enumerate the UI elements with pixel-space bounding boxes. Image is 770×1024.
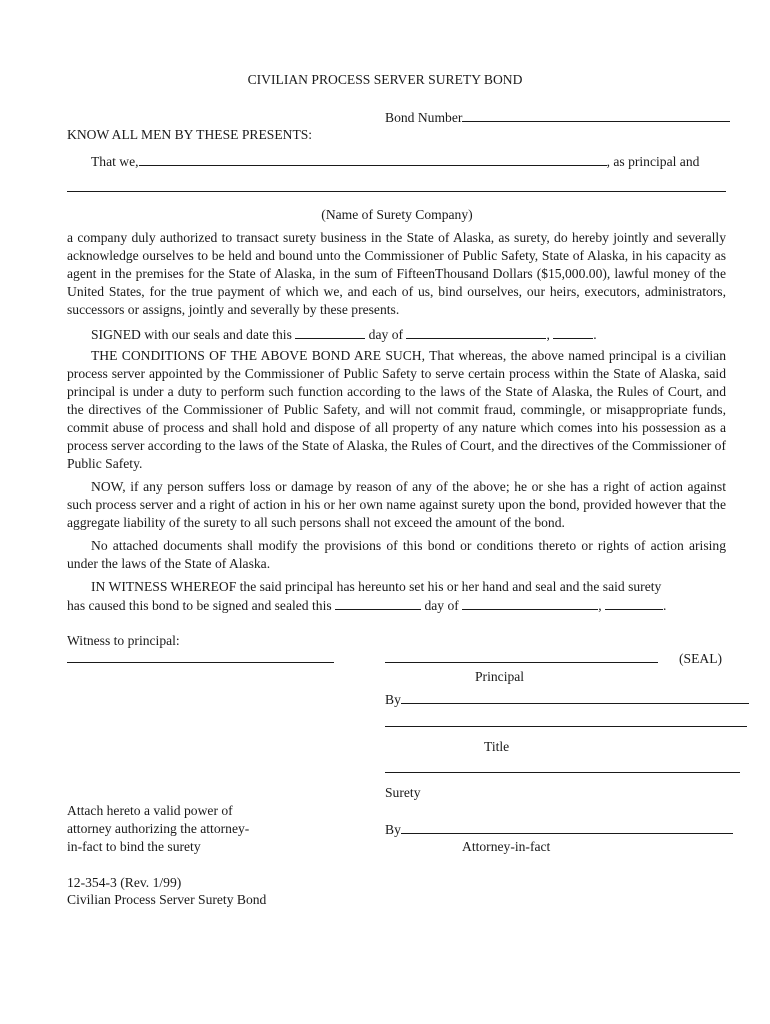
principal-by-label: By	[385, 692, 401, 707]
principal-signature-field[interactable]	[385, 662, 658, 663]
surety-by-label: By	[385, 822, 401, 837]
attached-documents-paragraph	[67, 537, 726, 573]
that-we-label: That we,	[91, 154, 139, 169]
conditions-text: THE CONDITIONS OF THE ABOVE BOND ARE SUCH, That whereas, the above named principal is a civilian process server appointed by the Commissioner of Public Safety to serve certain process within the State of Alaska, said principal is under a duty to perform such function according to the laws of the State of Alaska, the Rules of Court, and the directives of the Commissioner of Public Safety, and will not commit fraud, commingle, or misappropriate funds, commit abuse of process and shall hold and dispose of all property of any nature which comes into his possession as a process server according to the laws of the State of Alaska, the Rules of Court, and the directives of the Commissioner of Public Safety.	[67, 348, 726, 471]
attorney-in-fact-label: Attorney-in-fact	[462, 839, 551, 854]
period-text: .	[593, 327, 597, 342]
principal-name-field[interactable]	[139, 152, 607, 166]
witness-comma-text: ,	[598, 598, 602, 613]
title-label: Title	[484, 739, 510, 754]
comma-text: ,	[546, 327, 550, 342]
attach-note-line-1: Attach hereto a valid power of	[67, 803, 233, 818]
in-witness-line: IN WITNESS WHEREOF the said principal has hereunto set his or her hand and seal and the said surety	[91, 579, 662, 594]
witness-signed-text: has caused this bond to be signed and sealed this	[67, 598, 332, 613]
witness-year-field[interactable]	[605, 596, 663, 610]
attached-documents-text: No attached documents shall modify the provisions of this bond or conditions thereto or rights of action arising under the laws of the State of Alaska.	[67, 538, 726, 571]
liability-text: NOW, if any person suffers loss or damage by reason of any of the above; he or she has a right of action against such process server and a right of action in his or her own name against surety upon the bond, provided however that the aggregate liability of the surety to all such persons shall not exceed the amount of the bond.	[67, 479, 726, 530]
surety-company-caption: (Name of Surety Company)	[321, 207, 473, 222]
surety-by-row	[385, 820, 733, 839]
bond-number-row	[385, 108, 730, 127]
witness-day-field[interactable]	[335, 596, 421, 610]
surety-company-field[interactable]	[67, 191, 726, 192]
surety-signature-field[interactable]	[385, 772, 740, 773]
day-of-text: day of	[368, 327, 404, 342]
principal-by-field[interactable]	[401, 690, 749, 704]
form-name: Civilian Process Server Surety Bond	[67, 892, 267, 907]
witness-to-principal-label: Witness to principal:	[67, 633, 180, 648]
principal-row	[91, 152, 699, 171]
surety-label: Surety	[385, 785, 421, 800]
form-number: 12-354-3 (Rev. 1/99)	[67, 875, 182, 890]
witness-date-row	[67, 596, 666, 615]
principal-label: Principal	[475, 669, 525, 684]
signed-text: SIGNED with our seals and date this	[91, 327, 292, 342]
witness-signature-field[interactable]	[67, 662, 334, 663]
signed-day-field[interactable]	[295, 325, 365, 339]
obligation-text: a company duly authorized to transact surety business in the State of Alaska, as surety, do hereby jointly and severally acknowledge ourselves to be held and bound unto the Commissioner of Public Safety, State of Alaska, in his capacity as agent in the premises for the State of Alaska, in the sum of FifteenThousand Dollars ($15,000.00), lawful money of the United States, for the true payment of which we, and each of us, bind ourselves, our heirs, executors, administrators, successors or assigns, jointly and severally by these presents.	[67, 230, 726, 317]
principal-by-row	[385, 690, 749, 709]
bond-number-label: Bond Number	[385, 110, 463, 125]
liability-paragraph	[67, 478, 726, 532]
document-title: CIVILIAN PROCESS SERVER SURETY BOND	[247, 72, 523, 87]
signed-year-field[interactable]	[553, 325, 593, 339]
as-principal-text: , as principal and	[606, 154, 700, 169]
principal-by-second-field[interactable]	[385, 726, 747, 727]
attach-note-line-2: attorney authorizing the attorney-	[67, 821, 250, 836]
witness-month-field[interactable]	[462, 596, 598, 610]
attach-note-line-3: in-fact to bind the surety	[67, 839, 201, 854]
witness-period-text: .	[663, 598, 667, 613]
surety-by-field[interactable]	[401, 820, 733, 834]
bond-number-field[interactable]	[462, 108, 730, 122]
witness-day-of-text: day of	[424, 598, 459, 613]
bond-obligation-paragraph	[67, 229, 726, 319]
seal-label: (SEAL)	[679, 651, 723, 666]
signed-date-row	[91, 325, 597, 344]
signed-month-field[interactable]	[406, 325, 546, 339]
conditions-paragraph	[67, 347, 726, 473]
know-all-men-heading: KNOW ALL MEN BY THESE PRESENTS:	[67, 127, 313, 142]
